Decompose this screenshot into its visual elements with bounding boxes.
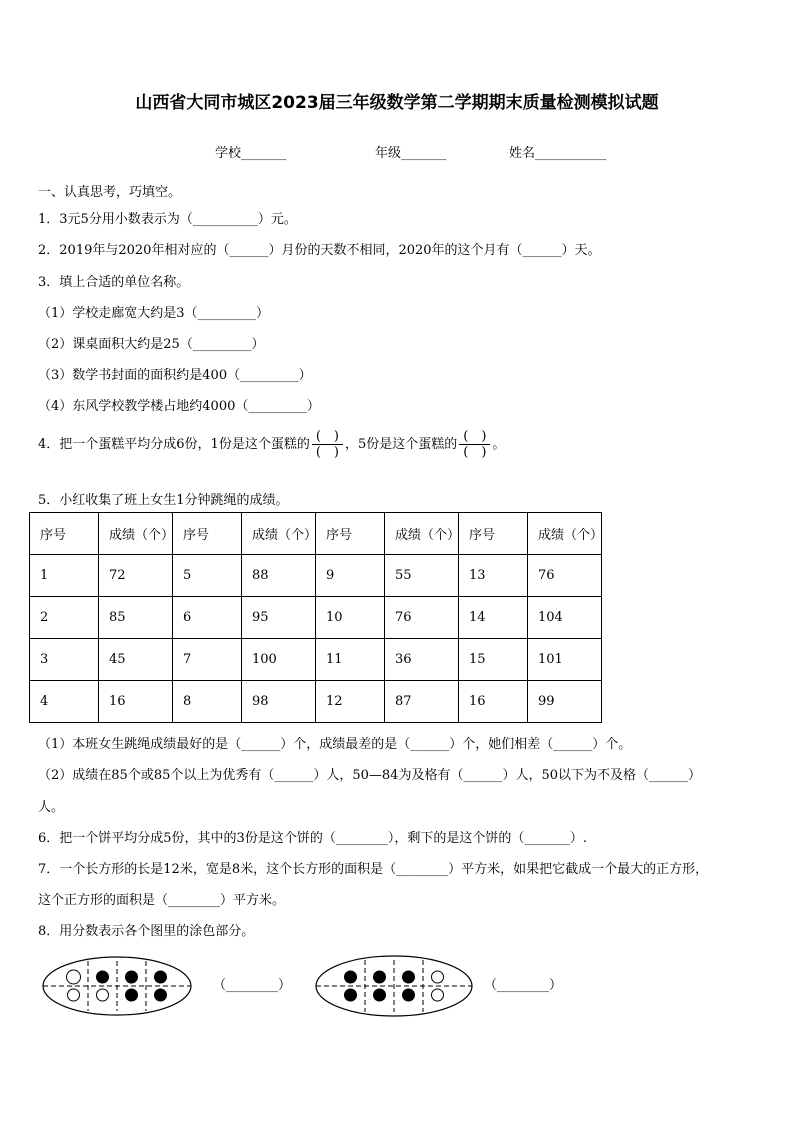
table-header-cell: 序号 <box>459 513 528 555</box>
table-cell: 1 <box>30 555 99 597</box>
figure-2-answer-blank[interactable]: （________） <box>484 978 563 993</box>
page-title: 山西省大同市城区2023届三年级数学第二学期期末质量检测模拟试题 <box>135 93 659 113</box>
table-cell: 16 <box>99 681 173 723</box>
question-3-item-3: （3）数学书封面的面积约是400（_________） <box>38 368 312 383</box>
table-cell: 10 <box>316 597 385 639</box>
table-cell: 45 <box>99 639 173 681</box>
table-row <box>30 597 602 639</box>
name-field[interactable]: 姓名___________ <box>509 146 607 161</box>
table-header-row <box>30 513 602 555</box>
shaded-circle <box>126 971 138 983</box>
table-cell: 95 <box>242 597 316 639</box>
question-3-stem: 3．填上合适的单位名称。 <box>38 275 190 290</box>
empty-circle <box>432 971 444 983</box>
table-cell: 15 <box>459 639 528 681</box>
table-cell: 104 <box>528 597 602 639</box>
table-header-cell: 成绩（个） <box>242 513 316 555</box>
oval-figure-1 <box>43 957 191 1015</box>
question-3-item-2: （2）课桌面积大约是25（_________） <box>38 337 265 352</box>
table-header-cell: 序号 <box>30 513 99 555</box>
empty-circle <box>97 989 109 1001</box>
table-cell: 8 <box>173 681 242 723</box>
question-8-stem: 8．用分数表示各个图里的涂色部分。 <box>38 924 255 939</box>
table-cell: 3 <box>30 639 99 681</box>
school-field[interactable]: 学校_______ <box>215 146 287 161</box>
table-cell: 14 <box>459 597 528 639</box>
score-table <box>29 512 602 723</box>
table-cell: 13 <box>459 555 528 597</box>
fraction-blank-2[interactable]: $\frac{( )}{( )}$ <box>459 429 490 460</box>
shaded-circle <box>97 971 109 983</box>
fraction-blank-1[interactable]: $\frac{( )}{( )}$ <box>312 429 343 460</box>
table-cell: 6 <box>173 597 242 639</box>
table-cell: 76 <box>385 597 459 639</box>
shaded-circle <box>155 989 167 1001</box>
question-5-stem: 5．小红收集了班上女生1分钟跳绳的成绩。 <box>38 493 289 508</box>
table-cell: 88 <box>242 555 316 597</box>
shaded-circle <box>374 971 386 983</box>
question-4 <box>38 429 505 460</box>
question-5-sub-1: （1）本班女生跳绳成绩最好的是（______）个，成绩最差的是（______）个，她们相差（______）个。 <box>38 737 632 752</box>
section-heading: 一、认真思考，巧填空。 <box>38 185 182 200</box>
question-3-item-4: （4）东风学校教学楼占地约4000（_________） <box>38 399 320 414</box>
table-cell: 5 <box>173 555 242 597</box>
table-cell: 9 <box>316 555 385 597</box>
question-1: 1．3元5分用小数表示为（__________）元。 <box>38 212 297 227</box>
table-cell: 12 <box>316 681 385 723</box>
shaded-circle <box>126 989 138 1001</box>
table-row <box>30 555 602 597</box>
table-cell: 87 <box>385 681 459 723</box>
table-row <box>30 639 602 681</box>
shaded-circle <box>345 971 357 983</box>
table-cell: 99 <box>528 681 602 723</box>
table-header-cell: 成绩（个） <box>528 513 602 555</box>
table-row <box>30 681 602 723</box>
table-cell: 100 <box>242 639 316 681</box>
table-cell: 101 <box>528 639 602 681</box>
empty-circle <box>432 989 444 1001</box>
table-cell: 98 <box>242 681 316 723</box>
question-3-item-1: （1）学校走廊宽大约是3（_________） <box>38 306 270 321</box>
question-2: 2．2019年与2020年相对应的（______）月份的天数不相同，2020年的这个月有（______）天。 <box>38 243 601 258</box>
table-cell: 4 <box>30 681 99 723</box>
grade-field[interactable]: 年级_______ <box>375 146 447 161</box>
shaded-circle <box>403 971 415 983</box>
table-cell: 16 <box>459 681 528 723</box>
shaded-circle <box>345 989 357 1001</box>
shaded-circle <box>403 989 415 1001</box>
figure-1-answer-blank[interactable]: （________） <box>213 978 292 993</box>
table-cell: 76 <box>528 555 602 597</box>
question-4-text-1: 4．把一个蛋糕平均分成6份，1份是这个蛋糕的 <box>38 437 310 452</box>
question-5-sub-2-cont: 人。 <box>38 800 65 815</box>
table-header-cell: 成绩（个） <box>99 513 173 555</box>
table-cell: 11 <box>316 639 385 681</box>
fraction-figures <box>38 948 598 1028</box>
table-cell: 2 <box>30 597 99 639</box>
question-4-text-2: ，5份是这个蛋糕的 <box>344 437 458 452</box>
oval-figure-2 <box>316 956 472 1016</box>
question-4-text-3: 。 <box>492 437 506 452</box>
question-5-sub-2: （2）成绩在85个或85个以上为优秀有（______）人，50—84为及格有（______）人，50以下为不及格（______） <box>38 768 701 783</box>
question-7-line-2: 这个正方形的面积是（________）平方米。 <box>38 893 286 908</box>
table-cell: 72 <box>99 555 173 597</box>
table-cell: 7 <box>173 639 242 681</box>
question-6: 6．把一个饼平均分成5份，其中的3份是这个饼的（________），剩下的是这个饼的（_______）. <box>38 831 587 846</box>
table-cell: 85 <box>99 597 173 639</box>
empty-circle <box>68 989 80 1001</box>
table-cell: 36 <box>385 639 459 681</box>
question-7-line-1: 7．一个长方形的长是12米，宽是8米，这个长方形的面积是（________）平方米，如果把它截成一个最大的正方形， <box>38 862 709 877</box>
empty-circle <box>67 970 81 984</box>
table-header-cell: 序号 <box>173 513 242 555</box>
table-header-cell: 序号 <box>316 513 385 555</box>
shaded-circle <box>374 989 386 1001</box>
table-cell: 55 <box>385 555 459 597</box>
shaded-circle <box>155 971 167 983</box>
table-header-cell: 成绩（个） <box>385 513 459 555</box>
